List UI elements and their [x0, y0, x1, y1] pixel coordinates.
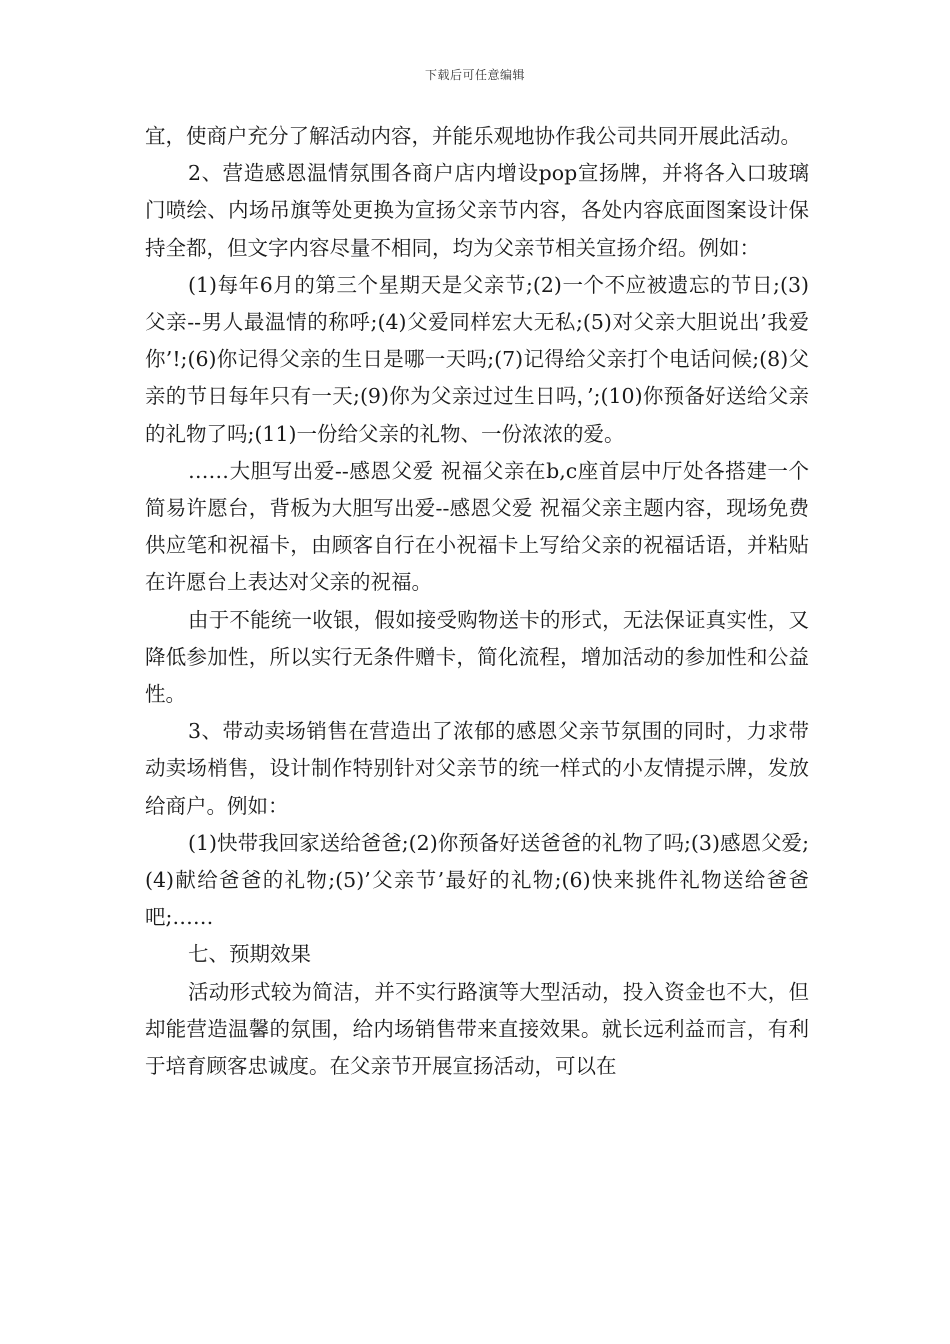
paragraph: 宜，使商户充分了解活动内容，并能乐观地协作我公司共同开展此活动。: [145, 124, 801, 148]
paragraph: 由于不能统一收银，假如接受购物送卡的形式，无法保证真实性，又降低参加性，所以实行无条件赠卡，简化流程，增加活动的参加性和公益性。: [145, 607, 809, 707]
paragraph: ……大胆写出爱--感恩父爱 祝福父亲在b,c座首层中厅处各搭建一个简易许愿台，背板为大胆写出爱--感恩父爱 祝福父亲主题内容，现场免费供应笔和祝福卡，由顾客自行在小祝福卡上写给父亲的祝福话语，并粘贴在许愿台上表达对父亲的祝福。: [145, 458, 809, 595]
paragraph: 活动形式较为简洁，并不实行路演等大型活动，投入资金也不大，但却能营造温馨的氛围，给内场销售带来直接效果。就长远利益而言，有利于培育顾客忠诚度。在父亲节开展宣扬活动，可以在: [145, 979, 809, 1079]
paragraph: 3、带动卖场销售在营造出了浓郁的感恩父亲节氛围的同时，力求带动卖场梢售，设计制作特别针对父亲节的统一样式的小友情提示牌，发放给商户。例如：: [145, 719, 809, 818]
document-body: [145, 118, 809, 1085]
paragraph: 2、营造感恩温情氛围各商户店内增设pop宣扬牌，并将各入口玻璃门喷绘、内场吊旗等处更换为宣扬父亲节内容，各处内容底面图案设计保持全都，但文字内容尽量不相同，均为父亲节相关宣扬介绍。例如：: [145, 161, 809, 260]
paragraph: (1)快带我回家送给爸爸;(2)你预备好送爸爸的礼物了吗;(3)感恩父爱;(4)献给爸爸的礼物;(5)’父亲节’最好的礼物;(6)快来挑件礼物送给爸爸吧;……: [145, 830, 809, 930]
paragraph: (1)每年6月的第三个星期天是父亲节;(2)一个不应被遗忘的节日;(3)父亲--男人最温情的称呼;(4)父爱同样宏大无私;(5)对父亲大胆说出’我爱你’!;(6)你记得父亲的生日是哪一天吗;(7)记得给父亲打个电话问候;(8)父亲的节日每年只有一天;(9)你为父亲过过生日吗，’;(10)你预备好送给父亲的礼物了吗;(11)一份给父亲的礼物、一份浓浓的爱。: [145, 272, 809, 446]
page-header: 下载后可任意编辑: [424, 68, 525, 82]
section-heading: 七、预期效果: [188, 942, 311, 967]
